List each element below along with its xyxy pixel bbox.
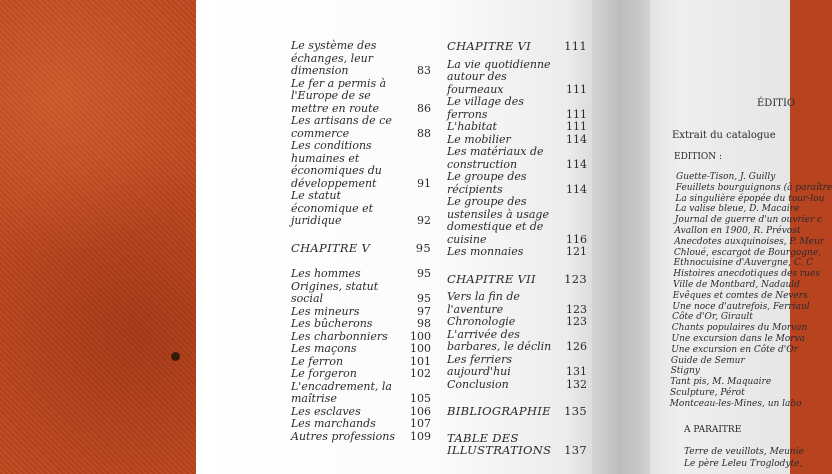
toc-entry: Les esclaves 106 [291, 404, 431, 418]
catalogue-item: Ville de Montbard, Nadauld [673, 280, 800, 290]
catalogue-item: Une noce d'autrefois, Ferriaul [672, 301, 810, 312]
toc-entry: Les matériaux de construction 114 [447, 145, 587, 171]
catalogue-item: Histoires anecdotiques des rues [673, 269, 820, 280]
catalogue-item: Terre de veuillots, Meunie [684, 447, 804, 457]
toc-chapter: CHAPITRE VI 111 [447, 39, 587, 53]
catalogue-section-2: A PARAITRE [684, 425, 742, 435]
toc-entry: Les monnaies 121 [447, 245, 587, 258]
toc-entry: Le système des échanges, leur dimension 83 [291, 39, 431, 77]
book-cover [0, 0, 196, 474]
catalogue-item: Evêques et comtes de Nevers [672, 290, 808, 301]
catalogue-item: Le père Leleu Troglodyte, [684, 459, 803, 469]
catalogue-item: Chants populaires du Morvan [671, 323, 808, 334]
catalogue-item: La valise bleue, D. Macaire [675, 204, 800, 215]
catalogue-header: ÉDITIO [757, 98, 796, 109]
toc-chapter: BIBLIOGRAPHIE 135 [447, 404, 587, 418]
toc-entry: Le ferron 101 [291, 354, 431, 368]
catalogue-item: Avallon en 1900, R. Prévost [674, 226, 801, 236]
toc-entry: Origines, statut social 95 [291, 279, 431, 305]
catalogue-item: Une excursion en Côte d'Or [671, 344, 798, 355]
toc-entry: Les artisans de ce commerce 88 [291, 114, 431, 140]
catalogue-item: Ethnocuisine d'Auvergne, C. C [673, 258, 814, 269]
toc-entry: Le statut économique et juridique 92 [291, 189, 431, 227]
toc-entry: Le fer a permis à l'Europe de se mettre en route 86 [291, 76, 431, 115]
catalogue-item: Stigny [670, 366, 700, 377]
catalogue-item: Feuillets bourguignons (à paraître [675, 182, 832, 193]
toc-entry: Le mobilier 114 [447, 132, 587, 146]
toc-entry: Le groupe des ustensiles à usage domestique et de cuisine 116 [447, 195, 587, 246]
toc-entry: Les bûcherons 98 [291, 317, 431, 330]
toc-entry: Le forgeron 102 [291, 367, 431, 380]
catalogue-item: Anecdotes auxquinoises, P. Meur [674, 236, 825, 247]
catalogue-item: Tant pis, M. Maquaire [670, 377, 772, 388]
toc-entry: Le groupe des récipients 114 [447, 170, 587, 196]
toc-entry: Les charbonniers 100 [291, 329, 431, 343]
toc-entry: L'habitat 111 [447, 120, 587, 133]
catalogue-item: Une excursion dans le Morva [671, 334, 806, 344]
catalogue-item: La singulière épopée du tour-lou [675, 193, 825, 204]
toc-entry: Les marchands 107 [291, 417, 431, 430]
toc-entry: Chronologie 123 [447, 315, 587, 328]
toc-chapter: CHAPITRE VII 123 [447, 271, 587, 286]
catalogue-item: Journal de guerre d'un ouvrier c [674, 215, 823, 226]
toc-entry: L'arrivée des barbares, le déclin 126 [447, 327, 587, 353]
catalogue-item: Côte d'Or, Girault [672, 312, 753, 323]
catalogue-subtitle: Extrait du catalogue [672, 130, 776, 141]
toc-entry: Le village des ferrons 111 [447, 95, 587, 121]
toc-entry: L'encadrement, la maîtrise 105 [291, 379, 431, 405]
catalogue-item: Sculpture, Pérot [670, 388, 745, 398]
catalogue-item: Chloué, escargot de Bourgogne, [673, 247, 822, 258]
toc-chapter: TABLE DES ILLUSTRATIONS 137 [447, 430, 587, 457]
cover-spot [171, 352, 180, 361]
toc-entry: La vie quotidienne autour des fourneaux 111 [447, 57, 587, 96]
toc-entry: Autres professions 109 [291, 429, 431, 443]
catalogue-section: EDITION : [674, 152, 723, 162]
toc-entry: Les conditions humaines et économiques du développement 91 [291, 139, 431, 190]
toc-column-left [291, 40, 431, 443]
toc-entry: Les maçons 100 [291, 342, 431, 355]
toc-chapter: CHAPITRE V 95 [291, 240, 431, 255]
toc-entry: Les hommes 95 [291, 267, 431, 280]
toc-entry: Les mineurs 97 [291, 304, 431, 318]
toc-column-right [447, 40, 587, 457]
toc-entry: Conclusion 132 [447, 377, 587, 391]
toc-entry: Vers la fin de l'aventure 123 [447, 290, 587, 316]
toc-entry: Les ferriers aujourd'hui 131 [447, 352, 587, 378]
catalogue-item: Montceau-les-Mines, un labo [669, 398, 802, 409]
catalogue-item: Guette-Tison, J. Guilly [676, 172, 776, 182]
catalogue-item: Guide de Semur [670, 355, 745, 366]
